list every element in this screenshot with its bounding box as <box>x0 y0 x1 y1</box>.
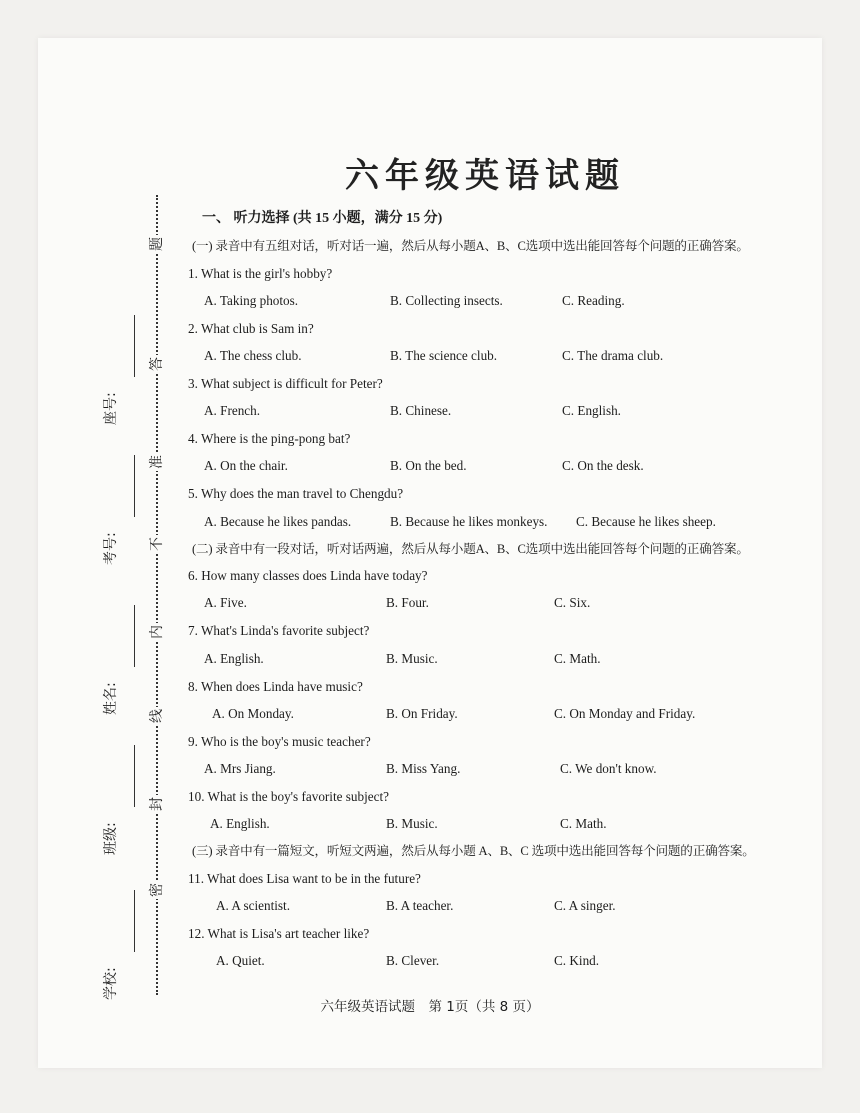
class-field[interactable] <box>103 745 148 855</box>
options-row <box>188 596 758 610</box>
seal-char-feng: 封 <box>149 797 165 811</box>
seal-dotted-line <box>156 195 158 995</box>
name-label: 姓名: <box>103 682 119 715</box>
option-c[interactable]: C. Math. <box>560 816 607 832</box>
option-b[interactable]: B. The science club. <box>390 348 498 363</box>
page-title: 六年级英语试题 <box>345 156 625 196</box>
question: 3. What subject is difficult for Peter? <box>188 376 383 391</box>
option-a[interactable]: A. The chess club. <box>204 348 302 363</box>
option-c[interactable]: C. English. <box>562 403 621 419</box>
option-a[interactable]: A. French. <box>204 403 261 419</box>
seal-char-mi: 密 <box>149 883 165 897</box>
options-row <box>188 652 758 666</box>
options-row <box>188 899 758 913</box>
option-c[interactable]: C. On Monday and Friday. <box>554 705 696 721</box>
seal-char-bu: 不 <box>149 537 165 551</box>
school-field[interactable] <box>103 890 148 1000</box>
option-c[interactable]: C. A singer. <box>554 898 616 914</box>
binding-margin <box>103 195 178 1000</box>
option-a[interactable]: A. A scientist. <box>216 898 290 914</box>
option-b[interactable]: B. Music. <box>386 816 438 832</box>
question: 1. What is the girl's hobby? <box>188 265 333 281</box>
option-a[interactable]: A. On Monday. <box>212 705 294 721</box>
exam-content <box>188 212 758 982</box>
exam-number-field[interactable] <box>103 455 148 565</box>
question: 12. What is Lisa's art teacher like? <box>188 926 370 942</box>
question: 11. What does Lisa want to be in the future? <box>188 870 421 886</box>
option-a[interactable]: A. On the chair. <box>204 458 288 474</box>
option-c[interactable]: C. Because he likes sheep. <box>576 513 716 529</box>
option-b[interactable]: B. Music. <box>386 650 438 666</box>
option-a[interactable]: A. Five. <box>204 595 247 611</box>
option-c[interactable]: C. The drama club. <box>562 348 664 363</box>
question: 7. What's Linda's favorite subject? <box>188 623 370 639</box>
part-instruction: (二) 录音中有一段对话，听对话两遍，然后从每小题A、B、C选项中选出能回答每个问题的正确答案。 <box>192 541 749 556</box>
options-row <box>188 762 758 776</box>
options-row <box>188 515 758 529</box>
seat-number-field[interactable] <box>103 315 148 425</box>
name-field[interactable] <box>103 605 148 715</box>
option-b[interactable]: B. Because he likes monkeys. <box>390 513 548 529</box>
options-row <box>188 349 758 363</box>
options-row <box>188 707 758 721</box>
question: 5. Why does the man travel to Chengdu? <box>188 486 404 502</box>
options-row <box>188 294 758 308</box>
seal-char-xian: 线 <box>149 709 165 723</box>
option-b[interactable]: B. Clever. <box>386 953 440 969</box>
class-label: 班级: <box>103 822 119 855</box>
options-row <box>188 404 758 418</box>
seat-number-label: 座号: <box>103 392 119 425</box>
question: 2. What club is Sam in? <box>188 320 314 336</box>
option-a[interactable]: A. English. <box>210 816 270 832</box>
seal-char-ti: 题 <box>149 237 165 251</box>
option-c[interactable]: C. Kind. <box>554 953 600 969</box>
question: 9. Who is the boy's music teacher? <box>188 733 371 749</box>
option-b[interactable]: B. Chinese. <box>390 403 452 419</box>
option-a[interactable]: A. Quiet. <box>216 953 265 969</box>
question: 4. Where is the ping-pong bat? <box>188 431 351 447</box>
option-a[interactable]: A. Because he likes pandas. <box>204 513 352 529</box>
question: 8. When does Linda have music? <box>188 678 363 694</box>
question: 10. What is the boy's favorite subject? <box>188 789 389 805</box>
options-row <box>188 459 758 473</box>
option-a[interactable]: A. Mrs Jiang. <box>204 761 276 777</box>
exam-number-label: 考号: <box>103 532 119 565</box>
seal-char-zhun: 准 <box>149 455 165 469</box>
part-instruction: (三) 录音中有一篇短文，听短文两遍，然后从每小题 A、B、C 选项中选出能回答每个问题的正确答案。 <box>192 844 755 859</box>
option-b[interactable]: B. A teacher. <box>386 898 454 914</box>
page-footer: 六年级英语试题 第 1页（共 8 页） <box>320 999 540 1015</box>
section-header: 一、 听力选择 (共 15 小题，满分 15 分) <box>202 211 443 226</box>
seal-char-da: 答 <box>149 357 165 371</box>
option-b[interactable]: B. On the bed. <box>390 458 467 474</box>
option-c[interactable]: C. Math. <box>554 650 601 666</box>
options-row <box>188 817 758 831</box>
option-a[interactable]: A. English. <box>204 650 264 666</box>
seal-char-nei: 内 <box>149 625 165 639</box>
option-b[interactable]: B. Four. <box>386 595 429 611</box>
options-row <box>188 954 758 968</box>
option-c[interactable]: C. We don't know. <box>560 761 657 777</box>
school-label: 学校: <box>103 967 119 1000</box>
option-a[interactable]: A. Taking photos. <box>204 292 299 308</box>
question: 6. How many classes does Linda have today? <box>188 568 428 584</box>
option-c[interactable]: C. On the desk. <box>562 458 644 474</box>
option-c[interactable]: C. Six. <box>554 595 591 611</box>
part-instruction: (一) 录音中有五组对话，听对话一遍，然后从每小题A、B、C选项中选出能回答每个问题的正确答案。 <box>192 239 749 253</box>
option-c[interactable]: C. Reading. <box>562 292 625 308</box>
option-b[interactable]: B. On Friday. <box>386 705 458 721</box>
option-b[interactable]: B. Miss Yang. <box>386 761 461 777</box>
option-b[interactable]: B. Collecting insects. <box>390 292 503 308</box>
